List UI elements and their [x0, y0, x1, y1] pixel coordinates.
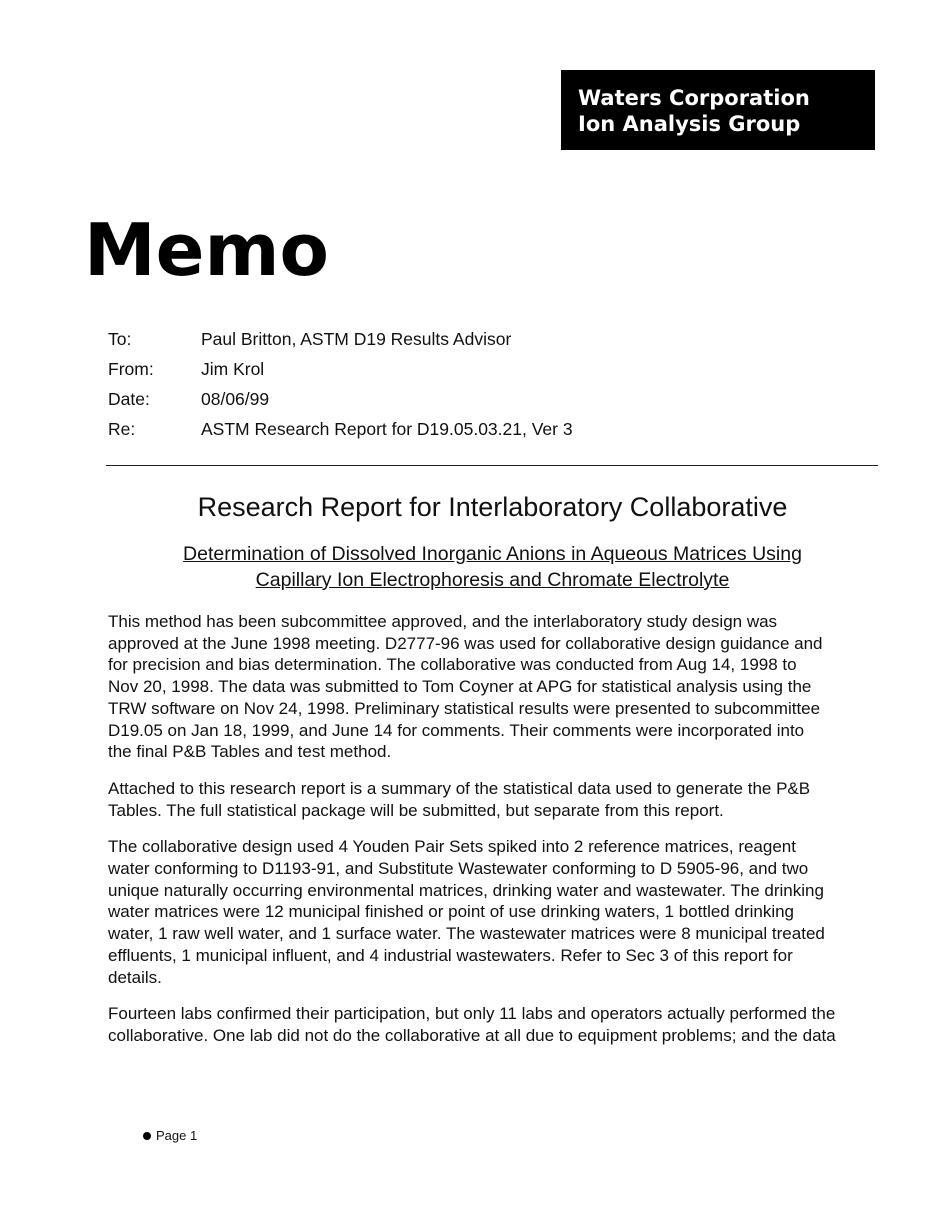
to-value: Paul Britton, ASTM D19 Results Advisor [201, 328, 512, 349]
re-value: ASTM Research Report for D19.05.03.21, Ver 3 [201, 418, 573, 439]
group-name: Ion Analysis Group [578, 112, 801, 136]
page-footer [143, 1128, 197, 1143]
to-label: To: [108, 328, 132, 349]
subtitle-line: Determination of Dissolved Inorganic Anions in Aqueous Matrices Using [183, 543, 802, 565]
letterhead-block [561, 70, 875, 150]
company-name: Waters Corporation [578, 86, 810, 110]
memo-title: Memo [84, 208, 329, 292]
bullet-icon [143, 1132, 151, 1140]
memo-body [108, 611, 898, 1062]
page-number: Page 1 [156, 1128, 198, 1143]
header-divider [106, 465, 878, 466]
subtitle-line: Capillary Ion Electrophoresis and Chromate Electrolyte [255, 569, 730, 591]
report-title: Research Report for Interlaboratory Collaborative [197, 492, 788, 522]
from-value: Jim Krol [201, 358, 265, 379]
body-paragraph: Attached to this research report is a summary of the statistical data used to generate the P&B Tables. The full statistical package will be submitted, but separate from this report. [108, 778, 811, 820]
body-paragraph: This method has been subcommittee approved, and the interlaboratory study design was approved at the June 1998 meeting. D2777-96 was used for collaborative design guidance and for precision and bias determination. The collaborative was conducted from Aug 14, 1998 to Nov 20, 1998. The data was submitted to Tom Coyner at APG for statistical analysis using the TRW software on Nov 24, 1998. Preliminary statistical results were presented to subcommittee D19.05 on Jan 18, 1999, and June 14 for comments. Their comments were incorporated into the final P&B Tables and test method. [108, 612, 823, 762]
date-label: Date: [108, 388, 150, 409]
from-label: From: [108, 358, 154, 379]
re-label: Re: [108, 418, 136, 439]
date-value: 08/06/99 [201, 388, 270, 409]
date-field [108, 384, 708, 414]
report-subtitle [100, 541, 885, 593]
re-field [108, 414, 708, 444]
to-field [108, 324, 708, 354]
from-field [108, 354, 708, 384]
body-paragraph: Fourteen labs confirmed their participation, but only 11 labs and operators actually performed the collaborative. One lab did not do the collaborative at all due to equipment problems; and the data [108, 1004, 836, 1045]
memo-header-fields [108, 324, 708, 444]
body-paragraph: The collaborative design used 4 Youden Pair Sets spiked into 2 reference matrices, reagent water conforming to D1193-91, and Substitute Wastewater conforming to D 5905-96, and two unique naturally occurring environmental matrices, drinking water and wastewater. The drinking water matrices were 12 municipal finished or point of use drinking waters, 1 bottled drinking water, 1 raw well water, and 1 surface water. The wastewater matrices were 8 municipal treated effluents, 1 municipal influent, and 4 industrial wastewaters. Refer to Sec 3 of this report for details. [108, 837, 825, 987]
